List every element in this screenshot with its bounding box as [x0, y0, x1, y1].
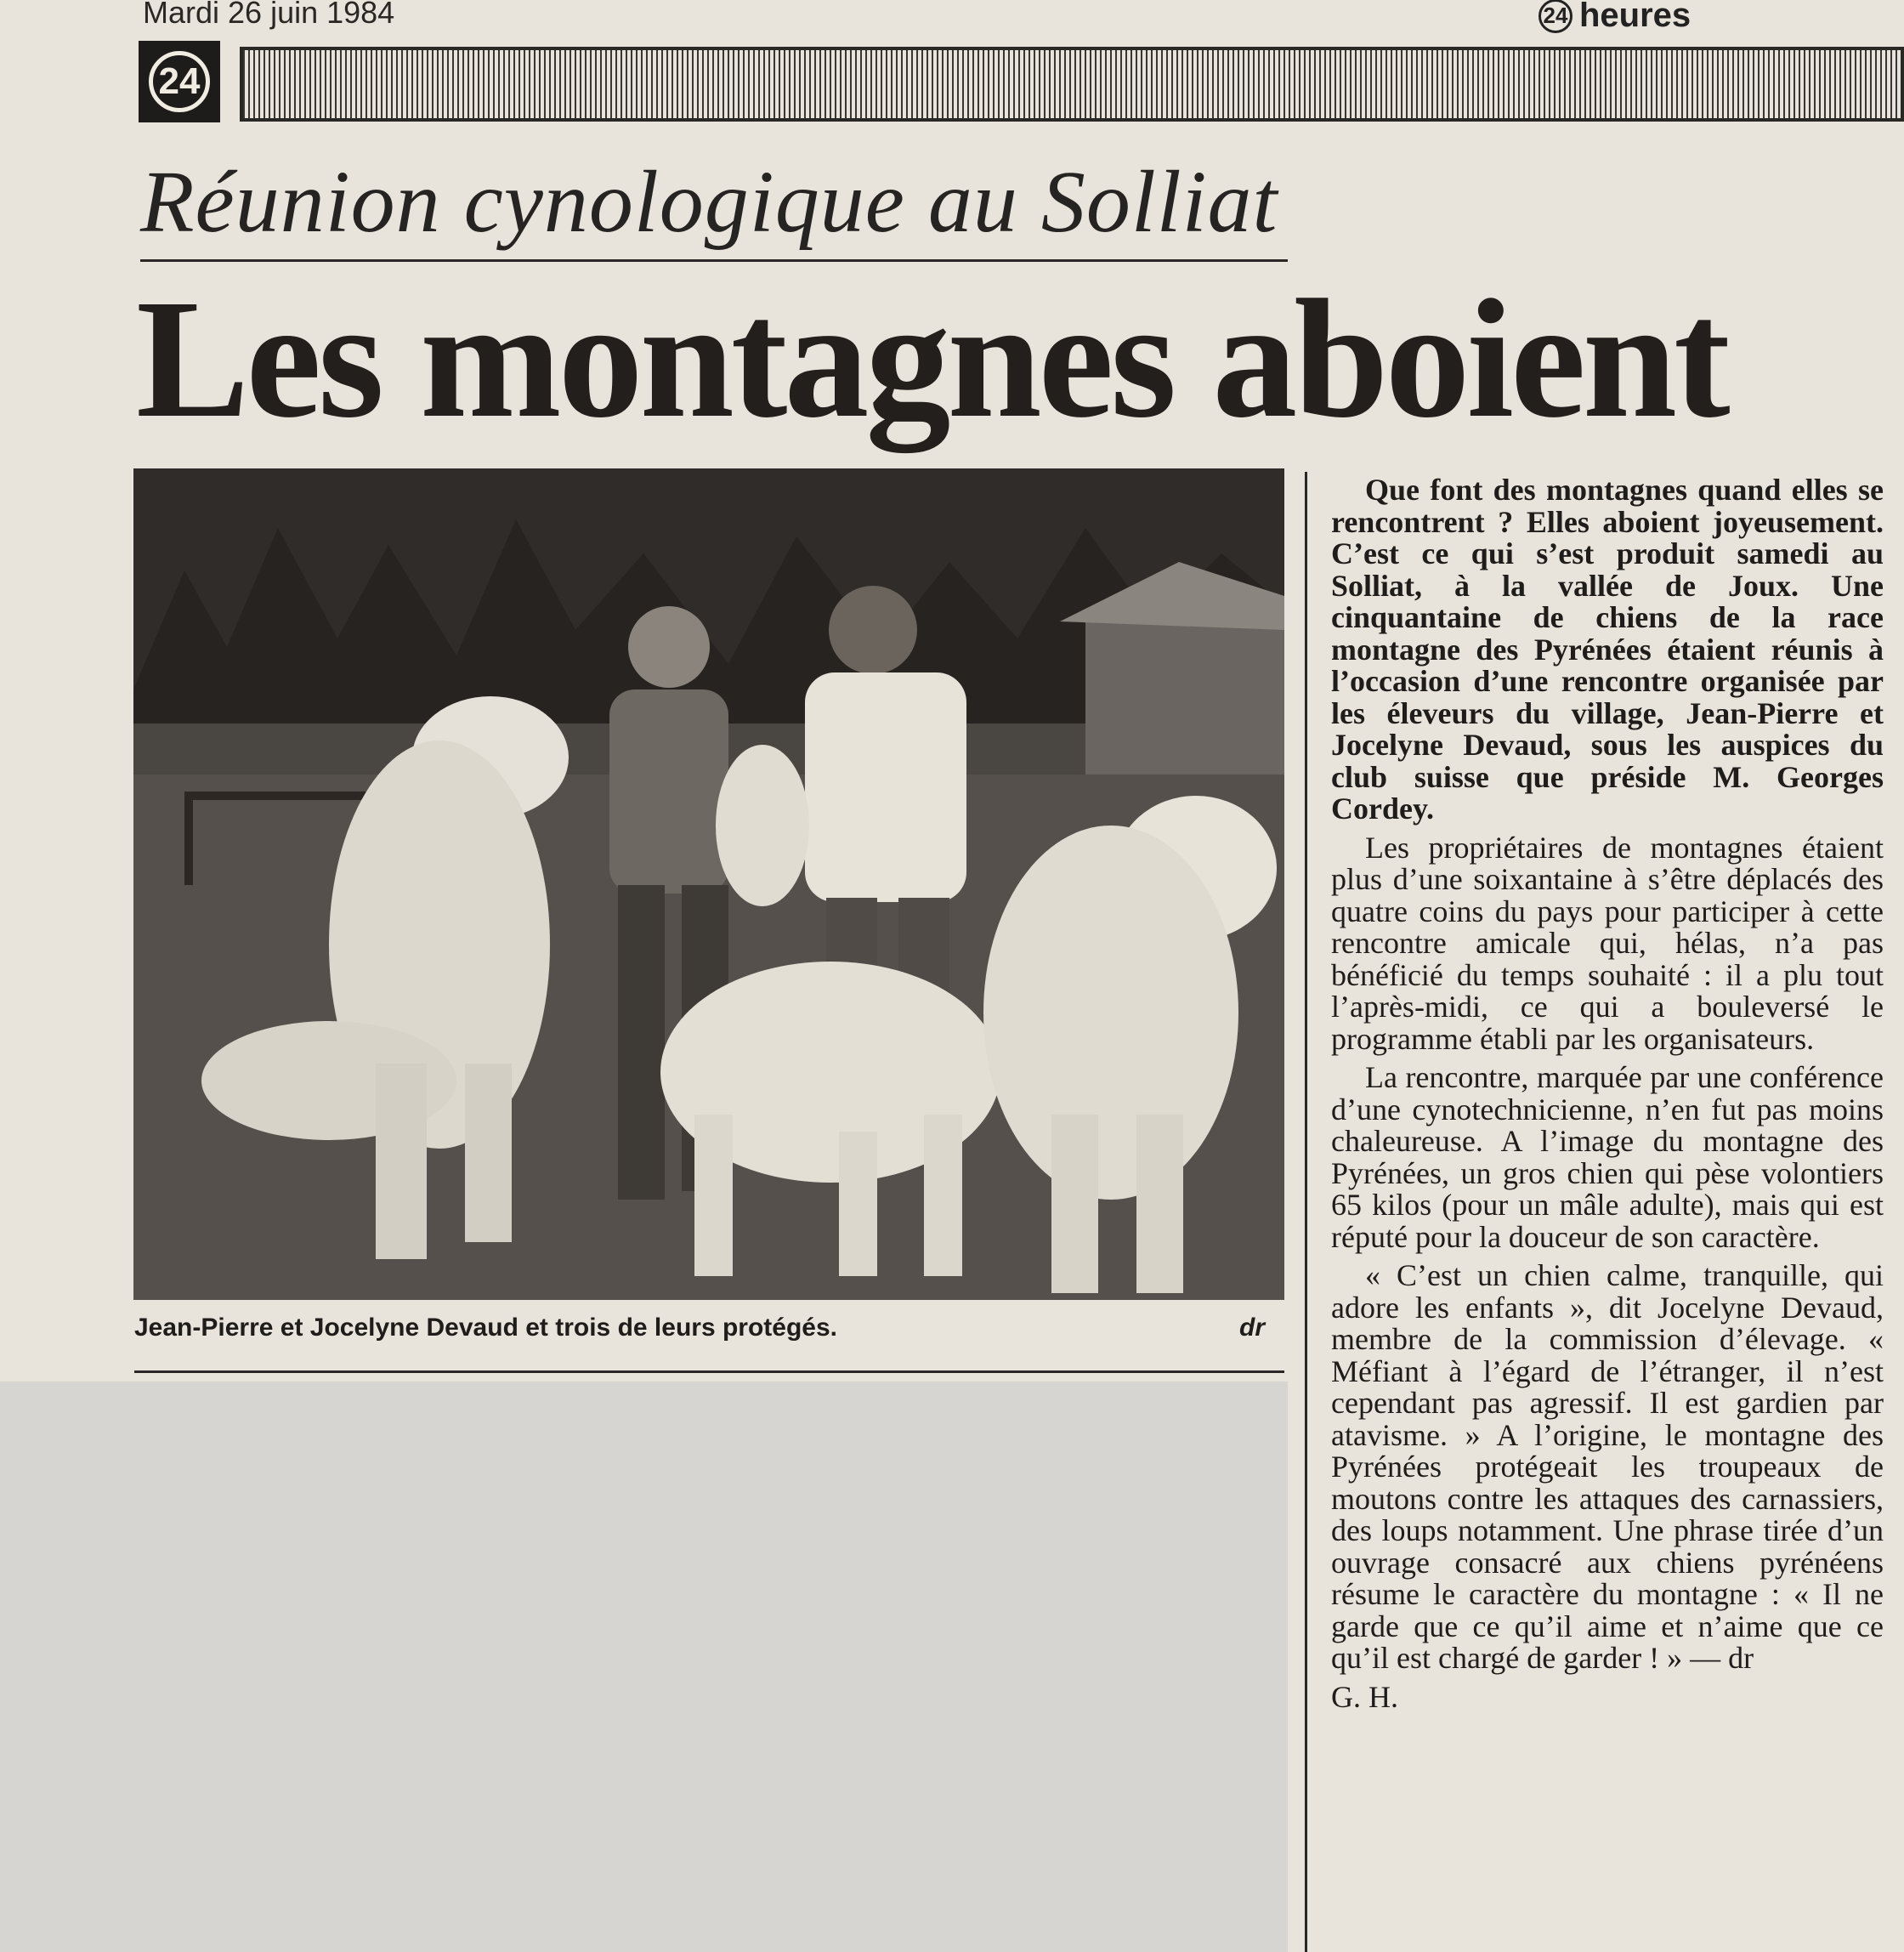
- caption-divider: [134, 1370, 1284, 1373]
- article-signature: G. H.: [1331, 1679, 1398, 1714]
- masthead-newspaper-name: [1538, 0, 1691, 35]
- photo-caption: [134, 1314, 1282, 1342]
- article-paragraph: Les propriétaires de montagnes étaient plus d’une soixantaine à s’être déplacés des quatre coins du pays pour participer à cette rencontre amicale qui, hélas, n’a pas bénéficié du temps souhaité : il a plu tout l’après-midi, ce qui a bouleversé le programme établi par les organisateurs.: [1331, 830, 1884, 1056]
- article-lead: Que font des montagnes quand elles se rencontrent ? Elles aboient joyeusement. C’est ce qui s’est produit samedi au Solliat, à la vallée de Joux. Une cinquantaine de chiens de la race montagne des Pyrénées étaient réunis à l’occasion d’une rencontre organisée par les éleveurs du village, Jean-Pierre et Jocelyne Devaud, sous les auspices du club suisse que préside M. Georges Cordey.: [1331, 473, 1884, 826]
- column-divider: [1305, 472, 1307, 1952]
- photo-credit: dr: [1239, 1314, 1265, 1342]
- photo-caption-text: Jean-Pierre et Jocelyne Devaud et trois de leurs protégés.: [134, 1314, 837, 1342]
- redacted-area: [0, 1382, 1288, 1952]
- section-hatch-bar: [240, 47, 1904, 122]
- article-body: [1331, 474, 1884, 1713]
- masthead-name: heures: [1579, 0, 1692, 34]
- dateline: Mardi 26 juin 1984: [143, 0, 395, 30]
- section-logo-number: 24: [149, 51, 210, 112]
- kicker: Réunion cynologique au Solliat: [140, 153, 1278, 251]
- article-paragraph: « C’est un chien calme, tranquille, qui adore les enfants », dit Jocelyne Devaud, membre de la commission d’élevage. « Méfiant à l’égard de l’étranger, il n’est cependant pas agressif. Il est gardien par atavisme. » A l’origine, le montagne des Pyrénées protégeait les troupeaux de moutons contre les attaques des carnassiers, des loups notamment. Une phrase tirée d’un ouvrage consacré aux chiens pyrénéens résume le caractère du montagne : « Il ne garde que ce qu’il aime et n’aime que ce qu’il est chargé de garder ! » — dr: [1331, 1258, 1884, 1675]
- photo-illustration: [133, 468, 1284, 1300]
- headline: Les montagnes aboient: [136, 265, 1727, 453]
- masthead-number-badge: 24: [1538, 0, 1572, 33]
- news-photo: [133, 468, 1284, 1300]
- article-paragraph: La rencontre, marquée par une conférence d’une cynotechnicienne, n’en fut pas moins chaleureuse. A l’image du montagne des Pyrénées, un gros chien qui pèse volontiers 65 kilos (pour un mâle adulte), mais qui est réputé pour la douceur de son caractère.: [1331, 1060, 1884, 1254]
- section-logo: [139, 41, 220, 122]
